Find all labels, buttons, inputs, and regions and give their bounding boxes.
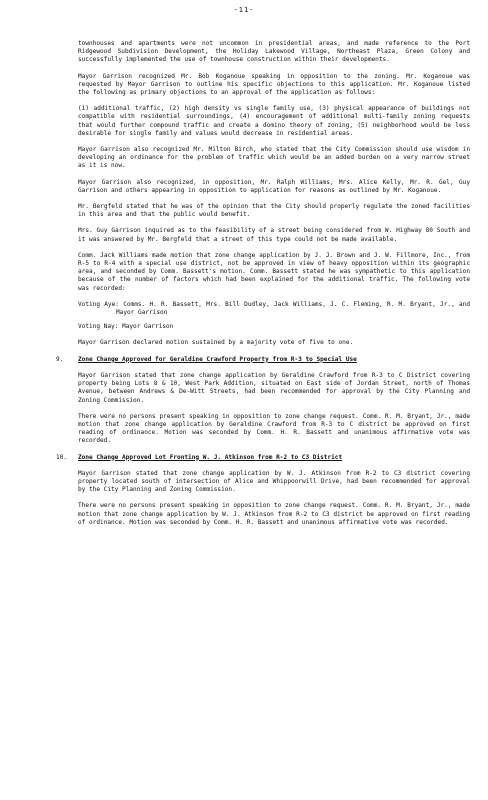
declaration: Mayor Garrison declared motion sustained by a majority vote of five to one.	[78, 339, 354, 347]
paragraph: (1) additional traffic, (2) high density vs single family use, (3) physical appearance of buildings not compatible with residential surroundings, (4) encouragement of additional multi-family zoning requests that would further compound traffic and create a domino theory of zoning, (5) neighborhood would be less desirable for single family and values would decrease in residential areas.	[78, 105, 470, 137]
voting-aye-line	[78, 301, 470, 317]
voting-nay-line	[78, 323, 470, 331]
paragraph: There were no persons present speaking in opposition to zone change request. Comm. R. M. Bryant, Jr., made motion that zone change application by W. J. Atkinson from R-2 to C3 district be approved on first reading of ordinance. Motion was seconded by Comm. H. R. Bassett and unanimous affirmative vote was recorded.	[78, 502, 470, 526]
section-heading	[56, 453, 470, 462]
paragraph: There were no persons present speaking in opposition to zone change request. Comm. R. M. Bryant, Jr., made motion that zone change application by Geraldine Crawford from R-3 to C district be approved on first reading of ordinance. Motion was seconded by Comm. H. R. Bassett and unanimous affirmative vote was recorded.	[78, 412, 470, 445]
paragraph: Mayor Garrison stated that zone change application by Geraldine Crawford from R-3 to C District covering property being Lots 8 & 10, West Park Addition, situated on East side of Jordan Street, north of Thomas Avenue, between Andrews & De-Witt Streets, had been recommended for approval by the City Planning and Zoning Commission.	[78, 371, 470, 404]
paragraph: Mayor Garrison also recognized Mr. Milton Birch, who stated that the City Commission should use wisdom in developing an ordinance for the problem of traffic which would be an added burden on a very narrow street as it is now.	[78, 146, 470, 170]
section-number: 10.	[56, 453, 68, 461]
paragraph: Comm. Jack Williams made motion that zone change application by J. J. Brown and J. W. Fillmore, Inc., from R-5 to R-4 with a special use district, not be approved in view of heavy opposition within its geographic area, and seconded by Comm. Bassett's motion. Comm. Bassett stated he was sympathetic to this application because of the number of factors which had been explained for the additional traffic. The following vote was recorded:	[78, 251, 470, 292]
section-title: Zone Change Approved for Geraldine Crawford Property from R-3 to Special Use	[78, 355, 357, 363]
voting-aye-label: Voting Aye:	[78, 300, 119, 308]
document-body	[56, 40, 470, 533]
section-title: Zone Change Approved Lot Fronting W. J. Atkinson from R-2 to C3 District	[78, 453, 343, 461]
voting-nay-names: Mayor Garrison	[122, 323, 174, 331]
paragraph: Mr. Bergfeld stated that he was of the opinion that the City should properly regulate the zoned facilities in this area and that the public would benefit.	[78, 203, 470, 219]
paragraph: Mayor Garrison stated that zone change application by W. J. Atkinson from R-2 to C3 district covering property located south of intersection of Alice and Whippoorwill Drive, had been recommended for approval by the City Planning and Zoning Commission.	[78, 469, 470, 494]
page-number: -11-	[233, 6, 255, 14]
paragraph: townhouses and apartments were not uncommon in presidential areas, and made reference to the Port Ridgewood Subdivision Development, the Holiday Lakewood Village, Northeast Plaza, Green Colony and successfully implemented the use of townhouse construction within their developments.	[78, 40, 470, 64]
voting-nay-label: Voting Nay:	[78, 323, 119, 331]
section-number: 9.	[56, 355, 64, 363]
paragraph: Mayor Garrison also recognized, in opposition, Mr. Ralph Williams, Mrs. Alice Kelly, Mr. R. Gel, Guy Garrison and others appearing in opposition to application for reasons as outlined by Mr. Koganoue.	[78, 178, 470, 194]
section-heading	[56, 355, 470, 364]
paragraph: Mayor Garrison recognized Mr. Bob Koganoue speaking in opposition to the zoning. Mr. Koganoue was requested by Mayor Garrison to outline his specific objections to this application. Mr. Koganoue listed the following as primary objections to an approval of the application as follows:	[78, 72, 470, 97]
voting-aye-names: Comms. H. R. Bassett, Mrs. Bill Dudley, Jack Williams, J. C. Fleming, R. M. Bryant, Jr., and Mayor Garrison	[116, 300, 470, 317]
vote-record	[78, 301, 470, 332]
paragraph: Mrs. Guy Garrison inquired as to the feasibility of a street being considered from W. Highway 80 South and it was answered by Mr. Bergfeld that a street of this type could not be made available.	[78, 227, 470, 243]
